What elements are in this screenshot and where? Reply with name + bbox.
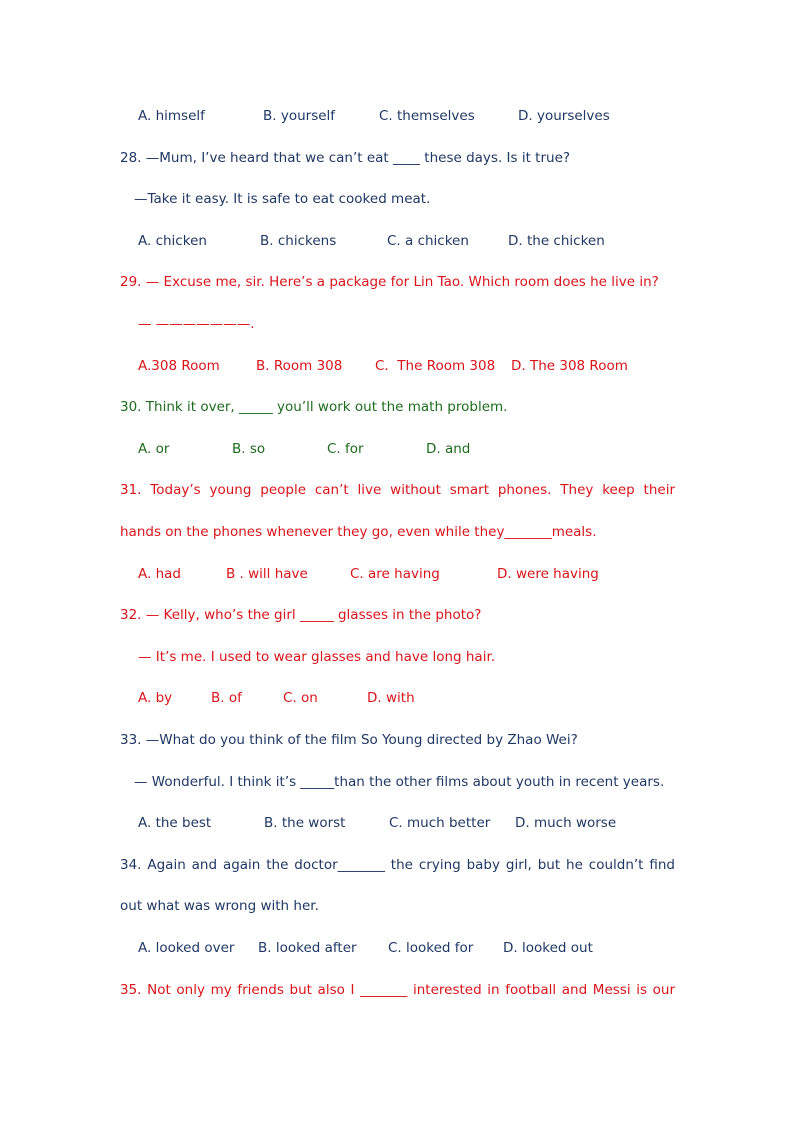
q31-option-c: C. are having: [350, 566, 440, 582]
q27-option-d: D. yourselves: [518, 108, 610, 124]
q29-option-b: B. Room 308: [256, 358, 343, 374]
q33-option-b: B. the worst: [264, 815, 346, 831]
q33-stem: 33. —What do you think of the film So Young directed by Zhao Wei?: [120, 732, 578, 748]
q31-stem-line2: hands on the phones whenever they go, even while they_______meals.: [120, 524, 597, 540]
q33-option-d: D. much worse: [515, 815, 617, 831]
q27-option-a: A. himself: [138, 108, 205, 124]
q30-option-c: C. for: [327, 441, 364, 457]
q30-option-b: B. so: [232, 441, 266, 457]
q34-stem-line1: 34. Again and again the doctor_______ the crying baby girl, but he couldn’t find: [120, 857, 675, 873]
q29-option-c: C. The Room 308: [375, 358, 496, 374]
q28-option-c: C. a chicken: [387, 233, 469, 249]
q29-option-a: A.308 Room: [138, 358, 220, 374]
q30-options: [0, 439, 471, 459]
q30-stem: 30. Think it over, _____ you’ll work out the math problem.: [120, 399, 508, 415]
q31-option-b: B . will have: [226, 566, 308, 582]
q28-options: [0, 231, 605, 251]
q33-options: [0, 813, 617, 833]
q34-option-c: C. looked for: [388, 940, 474, 956]
q27-option-c: C. themselves: [379, 108, 475, 124]
q29-stem: 29. — Excuse me, sir. Here’s a package for Lin Tao. Which room does he live in?: [120, 274, 659, 290]
q28-option-a: A. chicken: [138, 233, 207, 249]
q28-option-d: D. the chicken: [508, 233, 605, 249]
q31-option-a: A. had: [138, 566, 181, 582]
q28-option-b: B. chickens: [260, 233, 337, 249]
q28-stem: 28. —Mum, I’ve heard that we can’t eat ____ these days. Is it true?: [120, 150, 571, 166]
q27-option-b: B. yourself: [263, 108, 336, 124]
q32-option-a: A. by: [138, 690, 173, 706]
q32-option-c: C. on: [283, 690, 318, 706]
q30-option-a: A. or: [138, 441, 170, 457]
q35-stem-line1: 35. Not only my friends but also I _______ interested in football and Messi is our: [120, 982, 675, 998]
q34-option-a: A. looked over: [138, 940, 235, 956]
q32-option-d: D. with: [367, 690, 415, 706]
q32-reply: — It’s me. I used to wear glasses and have long hair.: [138, 649, 496, 665]
q29-option-d: D. The 308 Room: [511, 358, 628, 374]
q34-option-b: B. looked after: [258, 940, 357, 956]
q31-stem-line1: 31. Today’s young people can’t live without smart phones. They keep their: [120, 482, 675, 498]
q30-option-d: D. and: [426, 441, 471, 457]
q34-options: [0, 938, 593, 958]
q33-option-a: A. the best: [138, 815, 212, 831]
q34-stem-line2: out what was wrong with her.: [120, 898, 319, 914]
q29-options: [0, 356, 628, 376]
q27-options: [0, 106, 610, 126]
q34-option-d: D. looked out: [503, 940, 593, 956]
q31-options: [0, 564, 599, 584]
q31-option-d: D. were having: [497, 566, 599, 582]
q33-option-c: C. much better: [389, 815, 491, 831]
q28-reply: —Take it easy. It is safe to eat cooked meat.: [134, 191, 431, 207]
q29-reply: — ———————.: [138, 316, 255, 332]
q33-reply: — Wonderful. I think it’s _____than the other films about youth in recent years.: [134, 774, 665, 790]
q32-options: [0, 688, 415, 708]
q32-stem: 32. — Kelly, who’s the girl _____ glasses in the photo?: [120, 607, 482, 623]
q32-option-b: B. of: [211, 690, 242, 706]
